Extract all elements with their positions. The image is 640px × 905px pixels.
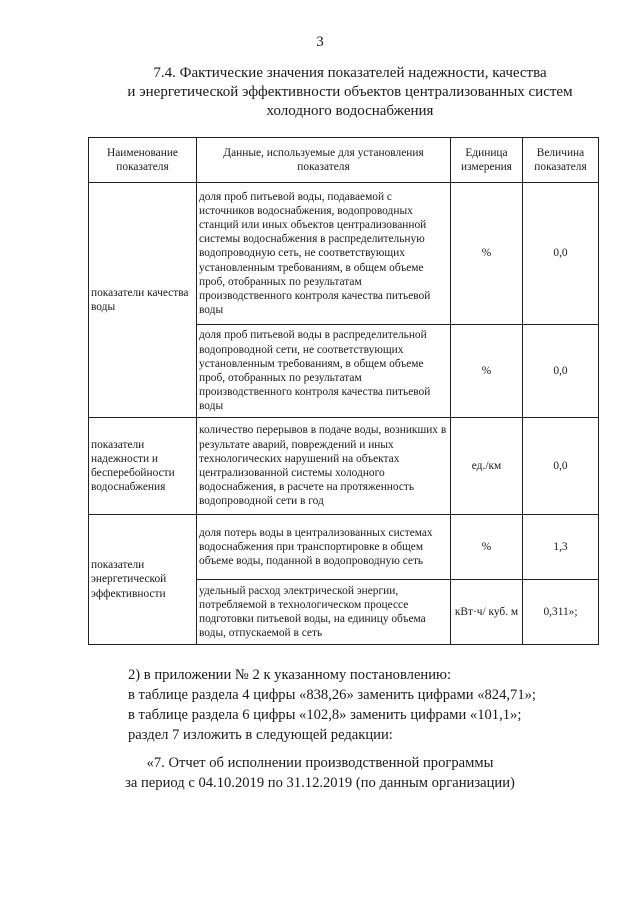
section-title-line-2: и энергетической эффективности объектов централизованных систем bbox=[127, 84, 573, 100]
amendment-line-4: раздел 7 изложить в следующей редакции: bbox=[128, 727, 393, 743]
amendment-paragraph bbox=[128, 665, 536, 745]
table-header-row bbox=[89, 138, 599, 183]
header-value: Величина показателя bbox=[523, 138, 599, 183]
row-value: 0,0 bbox=[523, 325, 599, 418]
row-description: доля проб питьевой воды, подаваемой с источников водоснабжения, водопроводных станций или иных объектов централизованной системы водоснабжения в распределительную водопроводную сеть, не соответствующих установленным требованиям, в общем объеме проб, отобранных по результатам производственного контроля качества питьевой воды bbox=[197, 183, 451, 325]
row-description: доля потерь воды в централизованных системах водоснабжения при транспортировке в общем объеме воды, поданной в водопроводную сеть bbox=[197, 515, 451, 580]
indicators-table bbox=[88, 137, 599, 645]
row-unit: % bbox=[451, 325, 523, 418]
section-title-line-3: холодного водоснабжения bbox=[266, 103, 434, 119]
row-description: удельный расход электрической энергии, потребляемой в технологическом процессе подготовки питьевой воды, на единицу объема воды, отпускаемой в сеть bbox=[197, 580, 451, 645]
table-row bbox=[89, 183, 599, 325]
row-value: 0,0 bbox=[523, 418, 599, 515]
amendment-line-3: в таблице раздела 6 цифры «102,8» заменить цифрами «101,1»; bbox=[128, 707, 522, 723]
group-energy: показатели энергетической эффективности bbox=[89, 515, 197, 645]
section-title-line-1: 7.4. Фактические значения показателей надежности, качества bbox=[153, 65, 547, 81]
row-value: 1,3 bbox=[523, 515, 599, 580]
amendment-line-2: в таблице раздела 4 цифры «838,26» заменить цифрами «824,71»; bbox=[128, 687, 536, 703]
group-quality: показатели качества воды bbox=[89, 183, 197, 418]
section-7-line-1: «7. Отчет об исполнении производственной программы bbox=[146, 755, 494, 771]
row-unit: кВт·ч/ куб. м bbox=[451, 580, 523, 645]
amendment-line-1: 2) в приложении № 2 к указанному постановлению: bbox=[128, 667, 452, 683]
table-row bbox=[89, 418, 599, 515]
row-value: 0,311»; bbox=[523, 580, 599, 645]
header-data: Данные, используемые для установления показателя bbox=[197, 138, 451, 183]
header-unit: Единица измерения bbox=[451, 138, 523, 183]
row-description: доля проб питьевой воды в распределительной водопроводной сети, не соответствующих установленным требованиям, в общем объеме проб, отобранных по результатам производственного контроля качества питьевой воды bbox=[197, 325, 451, 418]
row-description: количество перерывов в подаче воды, возникших в результате аварий, повреждений и иных технологических нарушений на объектах централизованной системы холодного водоснабжения, в расчете на протяженность водопроводной сети в год bbox=[197, 418, 451, 515]
table-row bbox=[89, 515, 599, 580]
section-7-heading bbox=[0, 753, 640, 793]
section-title bbox=[90, 64, 610, 121]
page-number: 3 bbox=[316, 34, 324, 50]
section-7-line-2: за период с 04.10.2019 по 31.12.2019 (по данным организации) bbox=[125, 775, 515, 791]
row-unit: % bbox=[451, 183, 523, 325]
row-unit: % bbox=[451, 515, 523, 580]
header-name: Наименование показателя bbox=[89, 138, 197, 183]
row-unit: ед./км bbox=[451, 418, 523, 515]
group-reliability: показатели надежности и бесперебойности водоснабжения bbox=[89, 418, 197, 515]
row-value: 0,0 bbox=[523, 183, 599, 325]
